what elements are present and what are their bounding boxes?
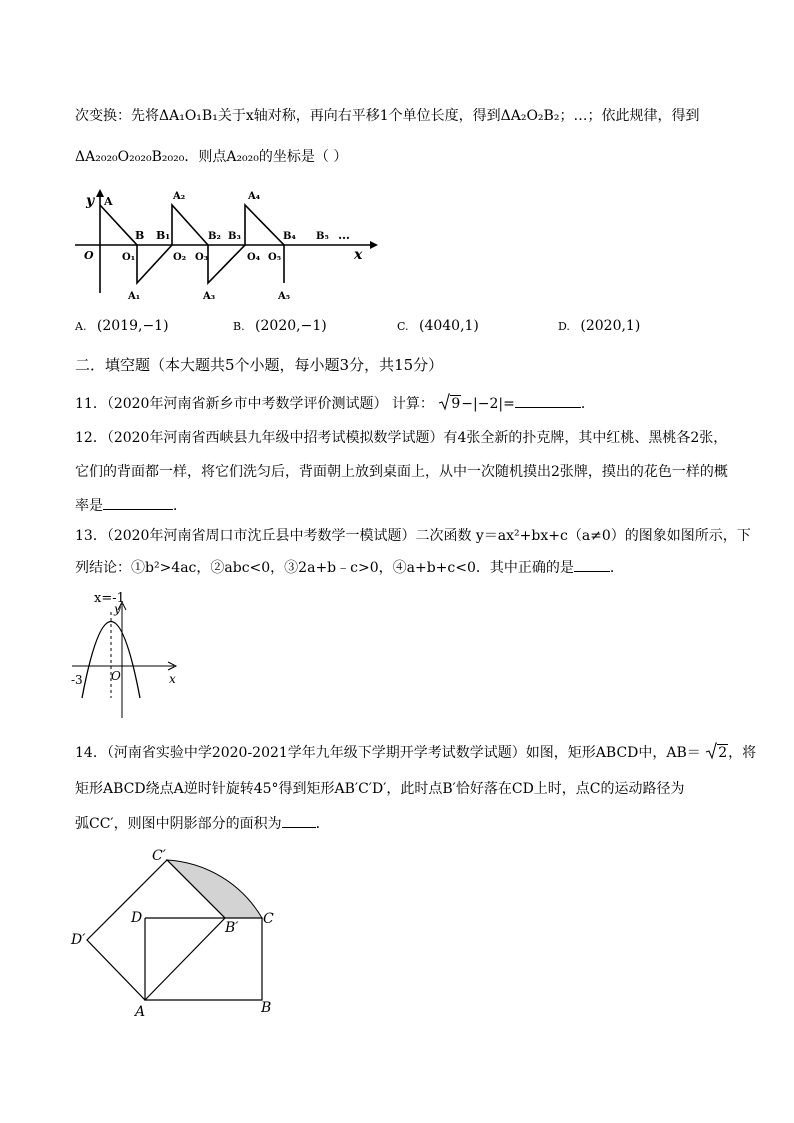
fig-label-D: D — [131, 910, 143, 926]
q11-line — [75, 393, 595, 414]
q11-prefix: 11．（2020年河南省新乡市中考数学评价测试题） 计算： — [75, 396, 434, 412]
option-letter: B. — [233, 320, 245, 333]
option-letter: C. — [397, 320, 409, 333]
q14-line1-prefix: 14．（河南省实验中学2020-2021学年九年级下学期开学考试数学试题）如图，矩形ABCD中，AB＝ — [75, 745, 701, 761]
q13-line2 — [75, 557, 624, 578]
fig-label-A5: A₅ — [278, 291, 291, 302]
fig-label-B: B — [135, 229, 145, 242]
q13-line2-prefix: 列结论：①b²>4ac，②abc<0，③2a+b﹣c>0，④a+b+c<0．其中正确的是 — [75, 560, 574, 576]
fig-label-y: y — [86, 193, 95, 209]
q14-line1-end: ，将 — [728, 745, 757, 761]
shaded-region — [167, 860, 262, 918]
q14-sqrt-arg: 2 — [718, 745, 728, 761]
radical-sign-icon — [705, 742, 717, 760]
fig-label-B2: B₂ — [208, 231, 221, 242]
q10-option-b — [233, 318, 327, 334]
q11-end: ． — [580, 396, 595, 412]
q10-option-d — [558, 318, 640, 334]
fig-label-x: x — [354, 247, 363, 263]
rectangle-ABCD — [145, 918, 262, 1000]
option-value: (2020,1) — [580, 318, 641, 334]
fig-label-C: C — [263, 911, 274, 927]
q12-line3-prefix: 率是 — [75, 498, 103, 514]
q11-answer-blank[interactable] — [515, 393, 581, 408]
fig-label-O1: O₁ — [122, 252, 136, 263]
q13-answer-blank[interactable] — [574, 557, 610, 572]
q10-zigzag-figure — [70, 183, 380, 303]
q13-parabola-figure — [68, 590, 188, 720]
q12-line3 — [75, 495, 187, 516]
q12-answer-blank[interactable] — [103, 495, 173, 510]
fig-label-A3: A₃ — [203, 291, 216, 302]
q10-line1: 次变换：先将ΔA₁O₁B₁关于x轴对称，再向右平移1个单位长度，得到ΔA₂O₂B₂；…；依此规律，得到 — [75, 108, 700, 124]
fig-label-O5: O₅ — [268, 252, 282, 263]
q11-sqrt-arg: 9 — [451, 396, 461, 412]
fig-label-O3: O₃ — [195, 252, 209, 263]
fig-label-Bp: B′ — [225, 920, 239, 936]
x-axis-arrow — [370, 241, 378, 249]
fig-label-A: A — [104, 195, 113, 208]
fig-label-O2: O₂ — [173, 252, 187, 263]
q10-option-a — [75, 318, 169, 334]
fig-label-O: O — [84, 249, 94, 262]
fig-label-O: O — [111, 669, 121, 683]
fig-label-A4: A₄ — [248, 191, 261, 202]
q14-sqrt — [705, 742, 728, 763]
fig-label-B4: B₄ — [283, 231, 296, 242]
fig-label-B: B — [261, 1000, 272, 1016]
fig-label-neg3: -3 — [71, 673, 83, 687]
q12-line3-end: ． — [173, 498, 187, 514]
q12-line2: 它们的背面都一样，将它们洗匀后，背面朝上放到桌面上，从中一次随机摸出2张牌，摸出的花色一样的概 — [75, 464, 728, 480]
q13-line1: 13．（2020年河南省周口市沈丘县中考数学一模试题）二次函数 y＝ax²+bx+c（a≠0）的图象如图所示，下 — [75, 528, 751, 544]
q14-answer-blank[interactable] — [282, 813, 316, 828]
option-letter: A. — [75, 320, 87, 333]
section-2-heading: 二．填空题（本大题共5个小题，每小题3分，共15分） — [75, 356, 444, 374]
q10-line2: ΔA₂₀₂₀O₂₀₂₀B₂₀₂₀．则点A₂₀₂₀的坐标是（ ） — [75, 149, 348, 165]
option-value: (2019,−1) — [96, 318, 169, 334]
q13-line2-end: ． — [609, 560, 624, 576]
q14-line2: 矩形ABCD绕点A逆时针旋转45°得到矩形AB′C′D′，此时点B′恰好落在CD上时，点C的运动路径为 — [75, 781, 685, 797]
radical-sign-icon — [438, 393, 450, 411]
q14-rectangle-rotation-figure — [64, 840, 294, 1020]
q14-line3-prefix: 弧CC′，则图中阴影部分的面积为 — [75, 816, 282, 832]
q14-line3 — [75, 813, 330, 834]
fig-label-dots: … — [338, 228, 350, 242]
q10-option-c — [397, 318, 479, 334]
fig-label-axis-eq: x=-1 — [94, 591, 125, 606]
q14-line1 — [75, 742, 756, 763]
fig-label-Cp: C′ — [152, 848, 166, 864]
fig-label-A: A — [135, 1004, 146, 1020]
fig-label-A1: A₁ — [128, 291, 141, 302]
fig-label-B1: B₁ — [156, 229, 171, 242]
option-value: (4040,1) — [418, 318, 479, 334]
q11-rest: −|−2|= — [461, 396, 515, 412]
option-value: (2020,−1) — [255, 318, 327, 334]
zigzag-path — [100, 205, 284, 283]
fig-label-A2: A₂ — [173, 191, 186, 202]
q14-line3-end: ． — [315, 816, 330, 832]
fig-label-x: x — [169, 672, 176, 686]
fig-label-B3: B₃ — [228, 231, 241, 242]
fig-label-B5: B₅ — [316, 231, 329, 242]
q12-line1: 12．（2020年河南省西峡县九年级中招考试模拟数学试题）有4张全新的扑克牌，其中红桃、黑桃各2张， — [75, 430, 728, 446]
y-axis-arrow — [96, 189, 104, 197]
fig-label-O4: O₄ — [247, 252, 261, 263]
option-letter: D. — [558, 320, 570, 333]
fig-label-Dp: D′ — [71, 932, 86, 948]
q11-sqrt — [438, 393, 461, 414]
fig-label-y: y — [114, 602, 121, 616]
